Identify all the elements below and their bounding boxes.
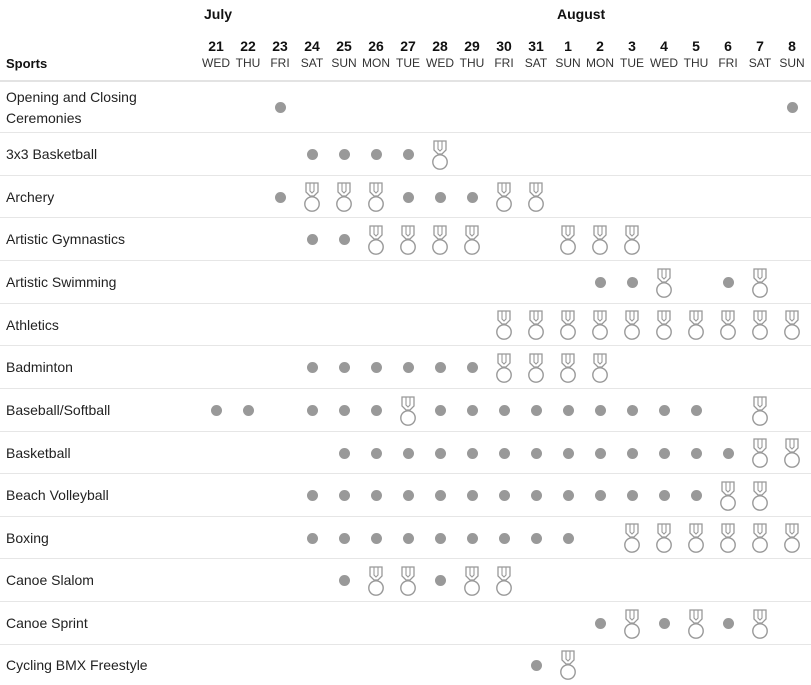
medal-icon [591,225,609,257]
event-dot [627,448,638,459]
month-label-july: July [204,6,233,22]
day-header-22 [232,35,264,70]
day-weekday: SUN [331,56,357,70]
medal-icon [751,438,769,470]
day-number: 30 [496,38,512,54]
day-header-4 [648,35,680,70]
event-dot [371,490,382,501]
event-dot [531,405,542,416]
event-dot [595,490,606,501]
event-dot [723,448,734,459]
event-dot [339,149,350,160]
day-weekday: WED [650,56,678,70]
medal-icon [751,481,769,513]
sports-column-heading: Sports [6,56,48,71]
medal-icon [623,523,641,555]
medal-icon [719,481,737,513]
day-header-24 [296,35,328,70]
sport-row [0,82,811,133]
medal-icon [751,523,769,555]
day-header-26 [360,35,392,70]
event-dot [691,448,702,459]
medal-icon [655,268,673,300]
event-dot [307,533,318,544]
sport-name: 3x3 Basketball [6,146,98,162]
medal-icon [719,310,737,342]
medal-icon [783,438,801,470]
day-weekday: SUN [779,56,805,70]
event-dot [339,405,350,416]
day-header-29 [456,35,488,70]
event-dot [371,149,382,160]
day-weekday: WED [426,56,454,70]
month-label-august: August [557,6,606,22]
event-dot [467,490,478,501]
medal-icon [655,523,673,555]
day-weekday: MON [362,56,390,70]
event-dot [499,448,510,459]
event-dot [499,490,510,501]
sport-name: Beach Volleyball [6,487,109,503]
sport-row [0,474,811,517]
event-dot [403,490,414,501]
event-dot [371,405,382,416]
medal-icon [751,310,769,342]
event-dot [339,448,350,459]
event-dot [307,490,318,501]
day-weekday: MON [586,56,614,70]
event-dot [339,362,350,373]
event-dot [339,490,350,501]
event-dot [531,448,542,459]
sport-name: Boxing [6,530,49,546]
medal-icon [751,268,769,300]
sport-row [0,346,811,389]
event-dot [499,405,510,416]
day-weekday: THU [235,56,261,70]
event-dot [435,448,446,459]
day-number: 5 [692,38,700,54]
event-dot [403,448,414,459]
day-number: 1 [564,38,572,54]
sport-row [0,261,811,304]
medal-icon [367,566,385,598]
event-dot [563,448,574,459]
event-dot [467,448,478,459]
event-dot [403,533,414,544]
day-weekday: SAT [300,56,324,70]
event-dot [339,234,350,245]
event-dot [659,618,670,629]
day-number: 24 [304,38,320,54]
event-dot [435,192,446,203]
medal-icon [399,566,417,598]
day-header-31 [520,35,552,70]
day-number: 31 [528,38,544,54]
event-dot [563,490,574,501]
day-weekday: THU [683,56,709,70]
medal-icon [399,225,417,257]
sport-name: Archery [6,189,55,205]
sport-name: Badminton [6,359,73,375]
medal-icon [527,310,545,342]
day-header-6 [712,35,744,70]
medal-icon [399,396,417,428]
medal-icon [687,609,705,641]
day-number: 22 [240,38,256,54]
medal-icon [431,140,449,172]
day-header-25 [328,35,360,70]
event-dot [307,405,318,416]
day-weekday: SAT [524,56,548,70]
event-dot [595,448,606,459]
event-dot [435,575,446,586]
medal-icon [495,353,513,385]
event-dot [531,533,542,544]
day-header-30 [488,35,520,70]
medal-icon [623,609,641,641]
medal-icon [367,182,385,214]
medal-icon [783,523,801,555]
sport-name: Canoe Slalom [6,572,94,588]
day-header-1 [552,35,584,70]
day-number: 4 [660,38,668,54]
day-header-3 [616,35,648,70]
medal-icon [527,182,545,214]
medal-icon [623,310,641,342]
event-dot [243,405,254,416]
event-dot [275,192,286,203]
medal-icon [495,182,513,214]
event-dot [211,405,222,416]
event-dot [467,405,478,416]
medal-icon [623,225,641,257]
event-dot [563,405,574,416]
medal-icon [687,310,705,342]
event-dot [307,149,318,160]
event-dot [435,533,446,544]
event-dot [435,405,446,416]
event-dot [403,192,414,203]
event-dot [563,533,574,544]
day-number: 3 [628,38,636,54]
event-dot [339,533,350,544]
medal-icon [559,650,577,682]
medal-icon [463,566,481,598]
sport-row [0,133,811,176]
day-number: 26 [368,38,384,54]
day-weekday: TUE [620,56,644,70]
event-dot [691,490,702,501]
medal-icon [367,225,385,257]
sport-name: Baseball/Softball [6,402,111,418]
medal-icon [591,353,609,385]
event-dot [435,490,446,501]
sport-row [0,389,811,432]
day-number: 23 [272,38,288,54]
sport-name: Opening and Closing Ceremonies [6,89,137,126]
event-dot [595,277,606,288]
day-header-28 [424,35,456,70]
event-dot [275,102,286,113]
medal-icon [431,225,449,257]
medal-icon [559,353,577,385]
day-header-21 [200,35,232,70]
sport-name: Artistic Gymnastics [6,231,126,247]
day-weekday: FRI [718,56,738,70]
day-weekday: THU [459,56,485,70]
sport-row [0,218,811,261]
event-dot [531,490,542,501]
day-number: 7 [756,38,764,54]
event-dot [371,448,382,459]
sport-row [0,176,811,218]
day-header-23 [264,35,296,70]
day-number: 25 [336,38,352,54]
day-weekday: SAT [748,56,772,70]
day-number: 28 [432,38,448,54]
sport-name: Cycling BMX Freestyle [6,657,148,673]
event-dot [467,362,478,373]
event-dot [659,490,670,501]
day-weekday: WED [202,56,230,70]
medal-icon [495,310,513,342]
day-weekday: SUN [555,56,581,70]
event-dot [531,660,542,671]
event-dot [659,448,670,459]
event-dot [787,102,798,113]
medal-icon [719,523,737,555]
event-dot [595,405,606,416]
event-dot [723,618,734,629]
event-dot [467,192,478,203]
day-header-7 [744,35,776,70]
medal-icon [687,523,705,555]
day-number: 2 [596,38,604,54]
medal-icon [783,310,801,342]
medal-icon [559,310,577,342]
day-header-8 [776,35,808,70]
event-dot [339,575,350,586]
medal-icon [751,609,769,641]
event-dot [627,405,638,416]
sport-row [0,559,811,602]
day-header-2 [584,35,616,70]
medal-icon [463,225,481,257]
medal-icon [591,310,609,342]
sport-row [0,517,811,559]
event-dot [659,405,670,416]
medal-icon [495,566,513,598]
medal-icon [527,353,545,385]
sport-name: Canoe Sprint [6,615,88,631]
event-dot [691,405,702,416]
day-number: 8 [788,38,796,54]
medal-icon [559,225,577,257]
event-dot [627,490,638,501]
sport-name: Athletics [6,317,59,333]
sport-name: Basketball [6,445,71,461]
event-dot [627,277,638,288]
sport-row [0,304,811,346]
medal-icon [335,182,353,214]
medal-icon [303,182,321,214]
event-dot [371,362,382,373]
day-number: 21 [208,38,224,54]
event-dot [595,618,606,629]
event-dot [403,149,414,160]
event-dot [723,277,734,288]
medal-icon [655,310,673,342]
event-dot [467,533,478,544]
event-dot [499,533,510,544]
day-weekday: TUE [396,56,420,70]
sport-row [0,602,811,645]
sport-name: Artistic Swimming [6,274,117,290]
day-number: 6 [724,38,732,54]
event-dot [435,362,446,373]
day-header-27 [392,35,424,70]
medal-icon [751,396,769,428]
sport-row [0,645,811,685]
sport-row [0,432,811,474]
event-dot [307,362,318,373]
day-header-5 [680,35,712,70]
day-weekday: FRI [270,56,290,70]
day-number: 27 [400,38,416,54]
event-dot [403,362,414,373]
day-number: 29 [464,38,480,54]
day-weekday: FRI [494,56,514,70]
event-dot [371,533,382,544]
event-dot [307,234,318,245]
